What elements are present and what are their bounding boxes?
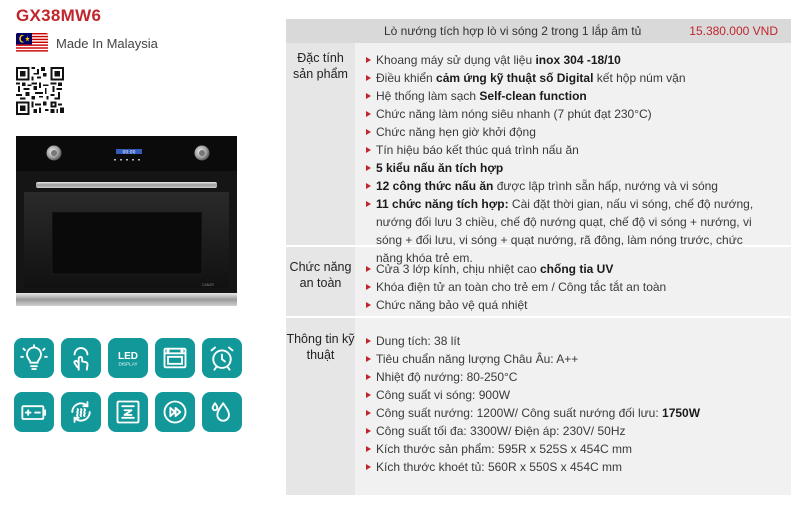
battery-plus-icon	[14, 392, 54, 432]
list-item-bold-text: cảm ứng kỹ thuật số Digital	[436, 71, 594, 85]
list-item	[366, 386, 766, 404]
list-item	[366, 332, 766, 350]
oven-window-icon	[155, 338, 195, 378]
qr-code[interactable]	[16, 67, 64, 115]
list-item-text: Cài đặt thời gian, nấu vi sóng, chế độ nướng, nướng đối lưu 3 chiều, chế độ nướng quạt, chế độ vi sóng + nướng, vi sóng + đối lưu, vi sóng + quạt nướng, rã đông, làm nóng trước, chức năng khóa trẻ em.	[376, 197, 754, 265]
water-drop-icon	[202, 392, 242, 432]
grill-mode-icon	[108, 392, 148, 432]
section-label-features: Đặc tính sản phẩm	[293, 51, 348, 81]
list-item	[366, 177, 766, 195]
fast-forward-icon	[155, 392, 195, 432]
list-item-text: Công suất nướng: 1200W/ Công suất nướng đối lưu:	[376, 406, 663, 420]
list-item-bold-text: Self-clean function	[479, 89, 587, 103]
oven-image	[16, 136, 237, 306]
list-item	[366, 440, 766, 458]
list-item-text: Kích thước khoét tủ: 560R x 550S x 454C mm	[376, 460, 623, 474]
list-item-text: Chức năng hẹn giờ khởi động	[376, 125, 536, 139]
feature-icons	[14, 338, 242, 432]
list-item-text: Nhiệt độ nướng: 80-250°C	[376, 370, 518, 384]
malaysia-flag-icon	[16, 33, 48, 53]
light-bulb-icon	[14, 338, 54, 378]
origin-text: Made In Malaysia	[56, 35, 158, 51]
led-display-icon	[108, 338, 148, 378]
led-icon-text: LED	[118, 351, 138, 362]
display-icon-text: DISPLAY	[118, 361, 138, 367]
list-item	[366, 278, 766, 296]
section-label-specs: Thông tin kỹ thuật	[286, 332, 355, 362]
section-divider	[286, 316, 791, 318]
list-item-text: Công suất tối đa: 3300W/ Điện áp: 230V/ 50Hz	[376, 424, 626, 438]
list-item	[366, 141, 766, 159]
model-title: GX38MW6	[16, 6, 102, 25]
oven-brand-text: CANZY	[202, 283, 214, 287]
list-item-text: Hệ thống làm sạch	[376, 89, 480, 103]
list-item-text: Chức năng làm nóng siêu nhanh (7 phút đạt 230°C)	[376, 107, 652, 121]
list-item	[366, 422, 766, 440]
section-list-specs	[366, 332, 766, 476]
list-item-text: Khóa điện tử an toàn cho trẻ em / Công tắc tắt an toàn	[376, 280, 667, 294]
section-label-safety: Chức năng an toàn	[289, 260, 352, 290]
touch-control-icon	[61, 338, 101, 378]
section-list-safety	[366, 260, 766, 314]
list-item-text: Kích thước sản phẩm: 595R x 525S x 454C mm	[376, 442, 633, 456]
list-item	[366, 69, 766, 87]
list-item	[366, 123, 766, 141]
list-item-text: Chức năng bảo vệ quá nhiệt	[376, 298, 528, 312]
oven-display-text: 00:00	[122, 150, 136, 156]
list-item-text: Tiêu chuẩn năng lượng Châu Âu: A++	[376, 352, 579, 366]
list-item-text: Khoang máy sử dụng vật liệu	[376, 53, 536, 67]
list-item	[366, 404, 766, 422]
list-item-text: Điều khiển	[376, 71, 437, 85]
list-item	[366, 105, 766, 123]
list-item-bold-text: 11 chức năng tích hợp:	[376, 197, 509, 211]
spec-table	[286, 19, 791, 495]
list-item-text: kết hộp núm vặn	[593, 71, 686, 85]
product-name: Lò nướng tích hợp lò vi sóng 2 trong 1 lắp âm tủ	[384, 24, 642, 38]
section-list-features	[366, 51, 766, 267]
list-item	[366, 195, 766, 267]
list-item	[366, 368, 766, 386]
list-item	[366, 159, 766, 177]
alarm-clock-icon	[202, 338, 242, 378]
origin	[16, 33, 158, 53]
list-item-text: Công suất vi sóng: 900W	[376, 388, 511, 402]
list-item	[366, 87, 766, 105]
product-price: 15.380.000 VND	[689, 24, 778, 38]
list-item	[366, 458, 766, 476]
list-item-text: Dung tích: 38 lít	[376, 334, 461, 348]
list-item-bold-text: 5 kiểu nấu ăn tích hợp	[376, 161, 504, 175]
rotate-defrost-icon	[61, 392, 101, 432]
list-item	[366, 51, 766, 69]
list-item	[366, 296, 766, 314]
list-item	[366, 350, 766, 368]
list-item-bold-text: chống tia UV	[540, 262, 614, 276]
list-item-bold-text: 12 công thức nấu ăn	[376, 179, 494, 193]
list-item-bold-text: 1750W	[662, 406, 701, 420]
list-item-bold-text: inox 304 -18/10	[535, 53, 621, 67]
list-item-text: Cửa 3 lớp kính, chịu nhiệt cao	[376, 262, 540, 276]
list-item-text: Tín hiệu báo kết thúc quá trình nấu ăn	[376, 143, 579, 157]
list-item	[366, 260, 766, 278]
list-item-text: được lập trình sẵn hấp, nướng và vi sóng	[493, 179, 718, 193]
